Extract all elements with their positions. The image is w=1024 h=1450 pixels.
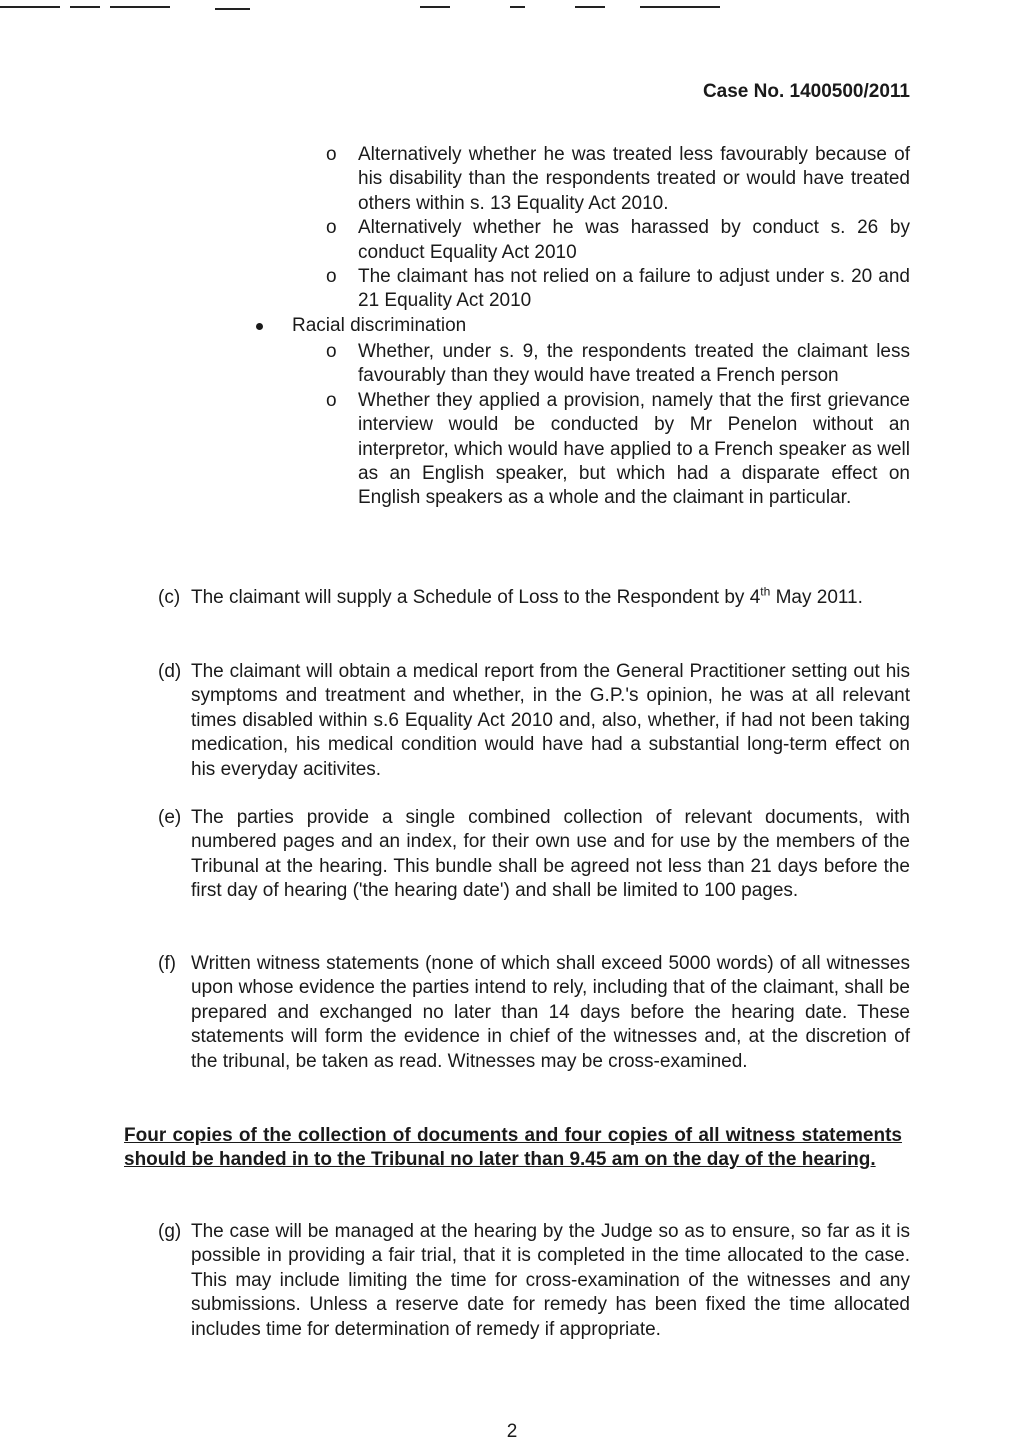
paragraph-label: (g) [158,1221,182,1242]
list-item [322,216,910,265]
sub-bullet-marker: o [326,266,337,288]
scan-artifact [0,0,1024,14]
list-item-text: Alternatively whether he was treated less favourably because of his disability than the respondents treated or would have treated others within s. 13 Equality Act 2010. [358,144,910,214]
hearing-notice: Four copies of the collection of documents and four copies of all witness statements should be handed in to the Tribunal no later than 9.45 am on the day of the hearing. [124,1125,902,1171]
list-item-text: The claimant has not relied on a failure to adjust under s. 20 and 21 Equality Act 2010 [358,266,910,312]
list-item-text: Whether, under s. 9, the respondents treated the claimant less favourably than they would have treated a French person [358,341,910,387]
paragraph-label: (f) [158,953,176,974]
bullet-icon [256,323,263,330]
paragraph-text: Written witness statements (none of which shall exceed 5000 words) of all witnesses upon whose evidence the parties intend to rely, including that of the claimant, shall be prepared and exchanged no later than 14 days before the hearing date. These statements will form the evidence in chief of the witnesses and, at the discretion of the tribunal, be taken as read. Witnesses may be cross-examined. [191,953,910,1072]
list-item-text: Alternatively whether he was harassed by conduct s. 26 by conduct Equality Act 2010 [358,217,910,263]
heading-text: Racial discrimination [292,315,467,336]
disability-sub-list [322,143,910,314]
sub-bullet-marker: o [326,144,337,165]
racial-sub-list [322,340,910,511]
paragraph-text: The claimant will obtain a medical report from the General Practitioner setting out his symptoms and treatment and whether, in the G.P.'s opinion, he was at all relevant times disabled within s.6 Equality Act 2010 and, also, whether, if had not been taking medication, his medical condition would have had a substantial long-term effect on his everyday acitivites. [191,661,910,780]
paragraph-g [158,1220,910,1342]
sub-bullet-marker: o [326,217,337,239]
paragraph-label: (e) [158,807,182,828]
paragraph-text-part: May 2011. [770,587,863,608]
paragraph-e [158,806,910,904]
list-item [322,340,910,389]
list-item [322,265,910,314]
paragraph-c [158,586,910,610]
paragraph-text: The parties provide a single combined collection of relevant documents, with numbered pages and an index, for their own use and for use by the members of the Tribunal at the hearing. This bundle shall be agreed not less than 21 days before the first day of hearing ('the hearing date') and shall be limited to 100 pages. [191,807,910,902]
paragraph-text [191,586,910,610]
list-item-text: Whether they applied a provision, namely that the first grievance interview would be conducted by Mr Penelon without an interpretor, which would have applied to a French speaker as well as an English speaker, but which had a disparate effect on English speakers as a whole and the claimant in particular. [358,389,910,509]
paragraph-f [158,952,910,1074]
list-item [322,143,910,216]
ordinal-suffix: th [760,584,771,599]
paragraph-text: The case will be managed at the hearing by the Judge so as to ensure, so far as it is possible in providing a fair trial, that it is completed in the time allocated to the case. This may include limiting the time for cross-examination of the witnesses and any submissions. Unless a reserve date for remedy has been fixed the time allocated includes time for determination of remedy if appropriate. [191,1221,910,1340]
page-number: 2 [506,1421,518,1442]
sub-bullet-marker: o [326,341,337,362]
paragraph-d [158,660,910,782]
paragraph-text-part: The claimant will supply a Schedule of Loss to the Respondent by 4 [191,587,761,608]
sub-bullet-marker: o [326,389,337,411]
paragraph-label: (d) [158,661,182,682]
case-number: Case No. 1400500/2011 [702,81,910,102]
list-item [322,389,910,511]
paragraph-label: (c) [158,587,181,608]
